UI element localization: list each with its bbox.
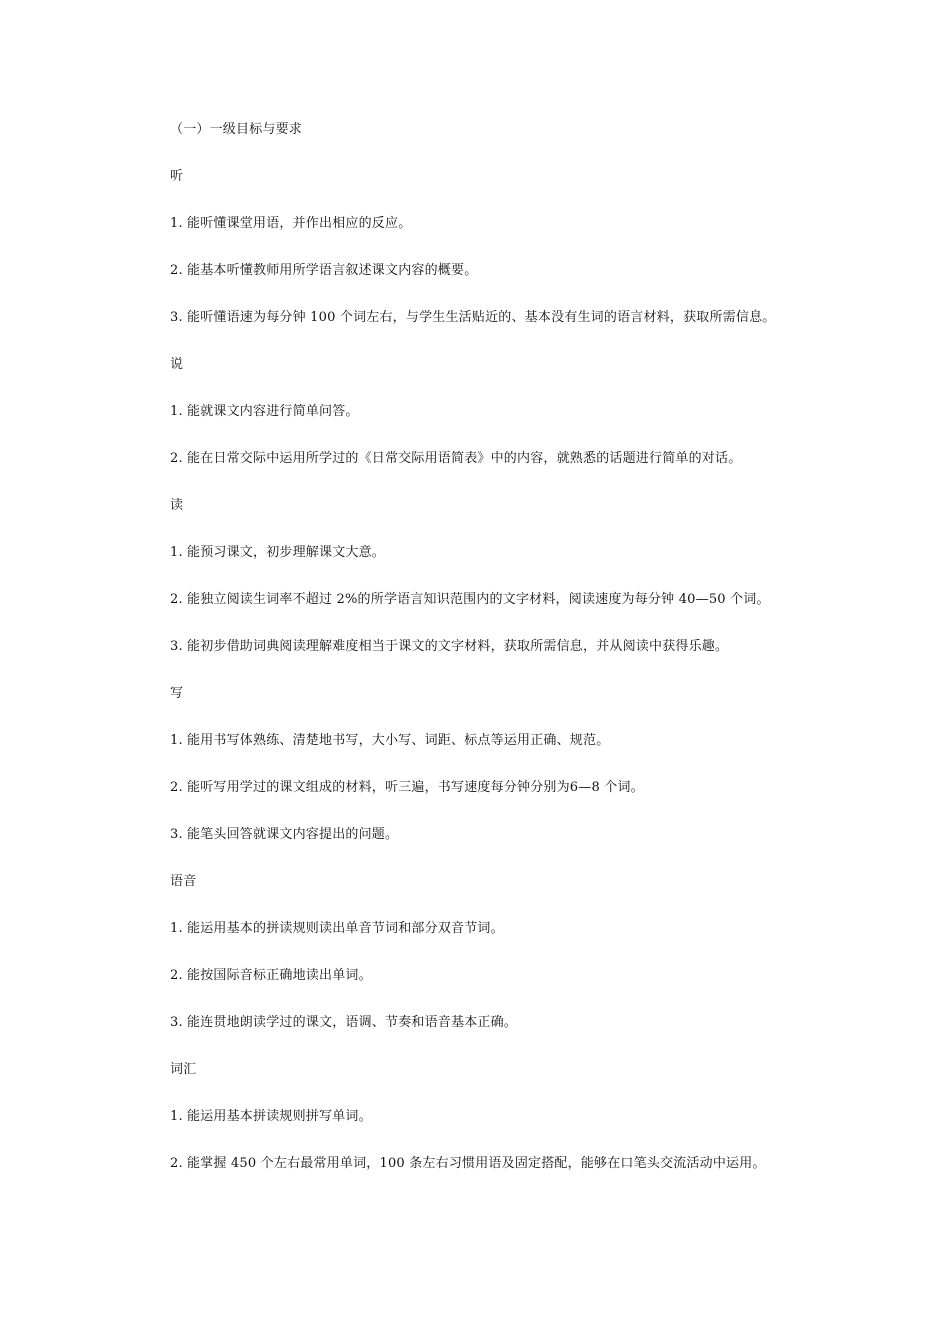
item-number: 2.	[170, 968, 183, 983]
item-text: 能在日常交际中运用所学过的《日常交际用语简表》中的内容，就熟悉的话题进行简单的对话。	[187, 451, 742, 466]
item-number: 1.	[170, 921, 183, 936]
list-item	[170, 589, 870, 636]
item-number: 3.	[170, 1015, 183, 1030]
list-item	[170, 730, 870, 777]
item-text: 能听写用学过的课文组成的材料，听三遍，书写速度每分钟分别为6—8 个词。	[187, 780, 644, 795]
item-number: 3.	[170, 639, 183, 654]
item-text: 能独立阅读生词率不超过 2%的所学语言知识范围内的文字材料，阅读速度为每分钟 40—50 个词。	[187, 592, 770, 607]
list-item	[170, 965, 870, 1012]
list-item	[170, 1012, 870, 1059]
list-item	[170, 636, 870, 683]
item-number: 1.	[170, 1109, 183, 1124]
list-item	[170, 260, 870, 307]
item-text: 能掌握 450 个左右最常用单词，100 条左右习惯用语及固定搭配，能够在口笔头交流活动中运用。	[187, 1156, 766, 1171]
item-number: 2.	[170, 780, 183, 795]
document-title: （一）一级目标与要求	[170, 122, 303, 137]
item-text: 能就课文内容进行简单问答。	[187, 404, 359, 419]
section-heading-reading: 读	[170, 498, 184, 513]
list-item	[170, 448, 870, 495]
item-number: 1.	[170, 733, 183, 748]
item-text: 能连贯地朗读学过的课文，语调、节奏和语音基本正确。	[187, 1015, 518, 1030]
item-number: 3.	[170, 310, 183, 325]
item-number: 3.	[170, 827, 183, 842]
list-item	[170, 824, 870, 871]
item-text: 能听懂语速为每分钟 100 个词左右，与学生生活贴近的、基本没有生词的语言材料，获取所需信息。	[187, 310, 776, 325]
list-item	[170, 1106, 870, 1153]
item-text: 能预习课文，初步理解课文大意。	[187, 545, 386, 560]
section-heading-pronunciation: 语音	[170, 874, 197, 889]
item-text: 能运用基本拼读规则拼写单词。	[187, 1109, 372, 1124]
list-item	[170, 918, 870, 965]
section-heading-speaking: 说	[170, 357, 184, 372]
list-item	[170, 777, 870, 824]
section-heading-writing: 写	[170, 686, 184, 701]
item-number: 2.	[170, 592, 183, 607]
item-number: 2.	[170, 263, 183, 278]
item-text: 能笔头回答就课文内容提出的问题。	[187, 827, 399, 842]
item-number: 1.	[170, 404, 183, 419]
item-text: 能按国际音标正确地读出单词。	[187, 968, 372, 983]
item-text: 能用书写体熟练、清楚地书写，大小写、词距、标点等运用正确、规范。	[187, 733, 610, 748]
item-text: 能初步借助词典阅读理解难度相当于课文的文字材料，获取所需信息，并从阅读中获得乐趣。	[187, 639, 729, 654]
item-text: 能运用基本的拼读规则读出单音节词和部分双音节词。	[187, 921, 504, 936]
list-item	[170, 213, 870, 260]
document-content	[170, 119, 870, 1200]
list-item	[170, 542, 870, 589]
list-item	[170, 1153, 870, 1200]
list-item	[170, 307, 870, 354]
section-heading-listening: 听	[170, 169, 184, 184]
item-number: 1.	[170, 216, 183, 231]
item-number: 2.	[170, 1156, 183, 1171]
item-number: 1.	[170, 545, 183, 560]
item-text: 能基本听懂教师用所学语言叙述课文内容的概要。	[187, 263, 478, 278]
list-item	[170, 401, 870, 448]
item-number: 2.	[170, 451, 183, 466]
item-text: 能听懂课堂用语，并作出相应的反应。	[187, 216, 412, 231]
section-heading-vocabulary: 词汇	[170, 1062, 197, 1077]
